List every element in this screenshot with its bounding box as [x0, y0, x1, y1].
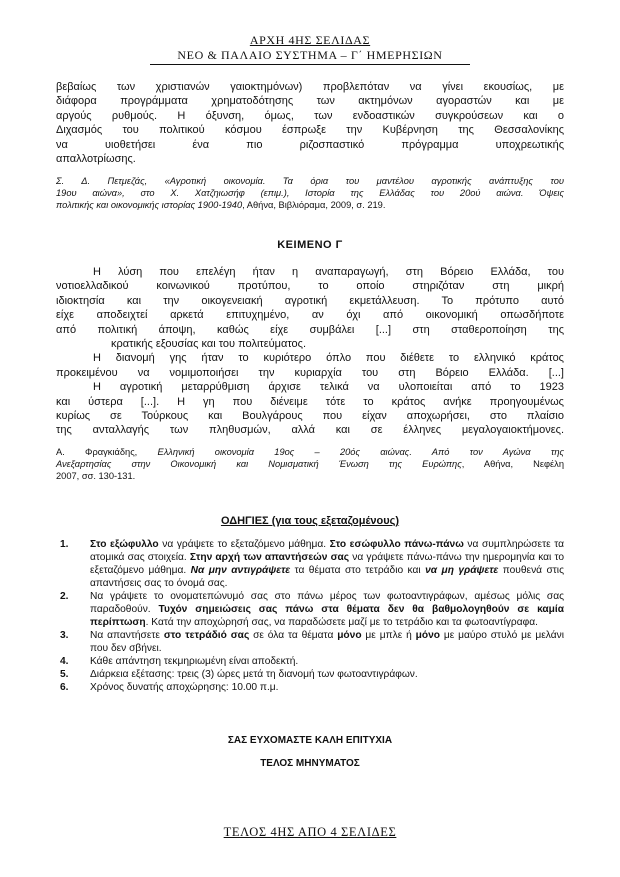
citation-petmezas: [56, 175, 564, 211]
text-g-line: ιδιοκτησία και την οικογενειακή αγροτική εκμετάλλευση. Το πρότυπο αυτό: [56, 294, 564, 307]
citation-line: [56, 187, 564, 199]
text-g-line: από πολιτική άποψη, καθώς είχε συμβάλει [...] στη σταθεροποίηση της: [56, 323, 564, 336]
text-g-body: [56, 265, 564, 438]
instruction-text: με μπλε ή: [361, 630, 416, 641]
instruction-emph: μόνο: [415, 630, 440, 641]
citation-line: [56, 458, 564, 470]
instruction-number: 3.: [60, 630, 69, 641]
citation-book-title: Ελληνική οικονομία 19ος – 20ός αιώνας. Από τον Αγώνα της: [157, 447, 564, 457]
instruction-text: Κάθε απάντηση τεκμηριωμένη είναι αποδεκτή.: [90, 656, 299, 667]
citation-line: [56, 446, 564, 458]
instructions-list: [56, 538, 564, 694]
intro-line: αργούς ρυθμούς. Η όξυνση, όμως, των ενδοαστικών συγκρούσεων και ο: [56, 109, 564, 122]
instruction-emph: Τυχόν σημειώσεις σας πάνω στα θέματα δεν θα βαθμολογηθούν σε καμία περίπτωση: [90, 604, 564, 628]
instructions-title-text: ΟΔΗΓΙΕΣ (για τους εξεταζομένους): [220, 515, 400, 527]
instruction-item: [56, 538, 564, 590]
instruction-emph: στο τετράδιό σας: [163, 630, 250, 641]
instruction-number: 6.: [60, 682, 69, 693]
text-g-line: προκειμένου να νομιμοποιήσει την κυριαρχία του στη Βόρειο Ελλάδα. [...]: [56, 366, 564, 379]
citation-text: , Αθήνα, Βιβλιόραμα, 2009, σ. 219.: [242, 200, 386, 210]
citation-line: [56, 199, 564, 211]
citation-book-subtitle: Ανεξαρτησίας στην Οικονομική και Νομισματική Ένωση της Ευρώπης: [56, 459, 462, 469]
instruction-number: 1.: [60, 539, 69, 550]
page-header-start: ΑΡΧΗ 4ΗΣ ΣΕΛΙΔΑΣ: [249, 33, 371, 47]
instruction-text: τα θέματα στο τετράδιο και: [290, 565, 426, 576]
intro-line: Διχασμός του πολιτικού κόσμου έσπρωξε την Κυβέρνηση της Θεσσαλονίκης: [56, 124, 564, 137]
instruction-emph: Να μην αντιγράψετε: [190, 565, 291, 576]
instruction-text: με μαύρο στυλό με μελάνι που δεν σβήνει.: [90, 630, 564, 654]
instruction-text: Διάρκεια εξέτασης: τρεις (3) ώρες μετά τη διανομή των φωτοαντιγράφων.: [90, 669, 418, 680]
instruction-item: [56, 668, 564, 681]
citation-line: Σ. Δ. Πετμεζάς, «Αγροτική οικονομία. Τα όρια του μαντέλου αγροτικής ανάπτυξης του: [56, 176, 564, 186]
instruction-text: να γράψετε πάνω-πάνω την ημερομηνία και το εξεταζόμενο μάθημα.: [90, 552, 565, 576]
citation-book-title: Ιστορία της Ελλάδας του 20ού αιώνα. Όψεις: [305, 188, 565, 198]
text-g-line: είχε αποδειχτεί αρκετά επιτυχημένο, αν όχι από οικονομική οπωσδήποτε: [56, 309, 564, 322]
instruction-text: . Κατά την αποχώρησή σας, να παραδώσετε μαζί με το τετράδιο και τα φωτοαντίγραφα.: [145, 617, 538, 628]
intro-line: βεβαίως των χριστιανών γαιοκτημόνων) προβλεπόταν να γίνει εκουσίως, με: [56, 81, 564, 93]
text-g-line: κρατικής εξουσίας και του πολιτεύματος.: [111, 338, 307, 351]
instruction-number: 4.: [60, 656, 69, 667]
citation-book-subtitle: πολιτικής και οικονομικής ιστορίας 1900-1940: [56, 200, 243, 210]
citation-text: 19ου αιώνα», στο Χ. Χατζηιωσήφ (επιμ.),: [56, 188, 306, 198]
instruction-text: να γράψετε το εξεταζόμενο μάθημα.: [158, 539, 330, 550]
text-g-line: νοτιοελλαδικού κοινωνικού προτύπου, το οποίο στηριζόταν στη μικρή: [56, 280, 564, 293]
instruction-emph: Στο εσώφυλλο πάνω-πάνω: [329, 539, 464, 550]
instruction-text: Να γράψετε το ονοματεπώνυμό σας στο πάνω μέρος των φωτοαντιγράφων, αμέσως μόλις σας παραδοθούν.: [90, 591, 564, 615]
page-header-subject: ΝΕΟ & ΠΑΛΑΙΟ ΣΥΣΤΗΜΑ – Γ΄ ΗΜΕΡΗΣΙΩΝ: [177, 48, 443, 62]
instruction-text: Να απαντήσετε: [90, 630, 164, 641]
instruction-emph: Στην αρχή των απαντήσεών σας: [189, 552, 350, 563]
header-underline: [150, 64, 470, 65]
citation-fragkiadis: [56, 446, 564, 482]
instruction-emph: να μη γράψετε: [425, 565, 499, 576]
intro-paragraph: [56, 80, 564, 166]
instruction-text: να συμπληρώσετε τα ατομικά σας στοιχεία.: [90, 539, 565, 563]
good-luck-message: ΣΑΣ ΕΥΧΟΜΑΣΤΕ ΚΑΛΗ ΕΠΙΤΥΧΙΑ: [227, 735, 393, 746]
instruction-emph: μόνο: [337, 630, 362, 641]
instruction-number: 2.: [60, 591, 69, 602]
text-g-title: ΚΕΙΜΕΝΟ Γ: [277, 239, 343, 251]
text-g-line: Η διανομή γης ήταν το κυριότερο όπλο που διέθετε το ελληνικό κράτος: [93, 352, 564, 365]
citation-text: , Αθήνα, Νεφέλη: [461, 459, 564, 469]
instruction-item: [56, 590, 564, 629]
intro-line: απαλλοτρίωσης.: [56, 153, 136, 166]
citation-author: Α. Φραγκιάδης,: [56, 447, 158, 457]
text-g-line: κυρίως σε Τούρκους και Βουλγάρους που είχαν αποχωρήσει, στο πλαίσιο: [56, 410, 564, 423]
instruction-item: [56, 629, 564, 655]
instruction-emph: Στο εξώφυλλο: [90, 539, 159, 550]
instruction-text: σε όλα τα θέματα: [249, 630, 338, 641]
citation-line: 2007, σσ. 130-131.: [56, 471, 136, 481]
instruction-text: πουθενά στις απαντήσεις σας το όνομά σας.: [90, 565, 564, 589]
intro-line: διάφορα προγράμματα χρηματοδότησης των ακτημόνων αγοραστών και με: [56, 95, 564, 108]
instruction-number: 5.: [60, 669, 69, 680]
instructions-title: [0, 515, 620, 527]
page-footer: ΤΕΛΟΣ 4ΗΣ ΑΠΟ 4 ΣΕΛΙΔΕΣ: [223, 825, 397, 839]
instruction-item: [56, 681, 564, 694]
instruction-text: Χρόνος δυνατής αποχώρησης: 10.00 π.μ.: [90, 682, 279, 693]
intro-line: να υιοθετήσει ένα πιο ριζοσπαστικό πρόγραμμα υποχρεωτικής: [56, 138, 564, 151]
text-g-line: και ύστερα [...]. Η γη που διένειμε τότε το κράτος ανήκε προηγουμένως: [56, 395, 564, 408]
instruction-item: [56, 655, 564, 668]
text-g-line: της ανταλλαγής των πληθυσμών, αλλά και σε έλληνες μεγαλογαιοκτήμονες.: [56, 424, 564, 437]
text-g-line: Η λύση που επελέγη ήταν η αναπαραγωγή, στη Βόρειο Ελλάδα, του: [93, 266, 564, 278]
text-g-line: Η αγροτική μεταρρύθμιση άρχισε τελικά να υλοποιείται από το 1923: [93, 381, 564, 394]
end-of-message: ΤΕΛΟΣ ΜΗΝΥΜΑΤΟΣ: [260, 758, 360, 769]
